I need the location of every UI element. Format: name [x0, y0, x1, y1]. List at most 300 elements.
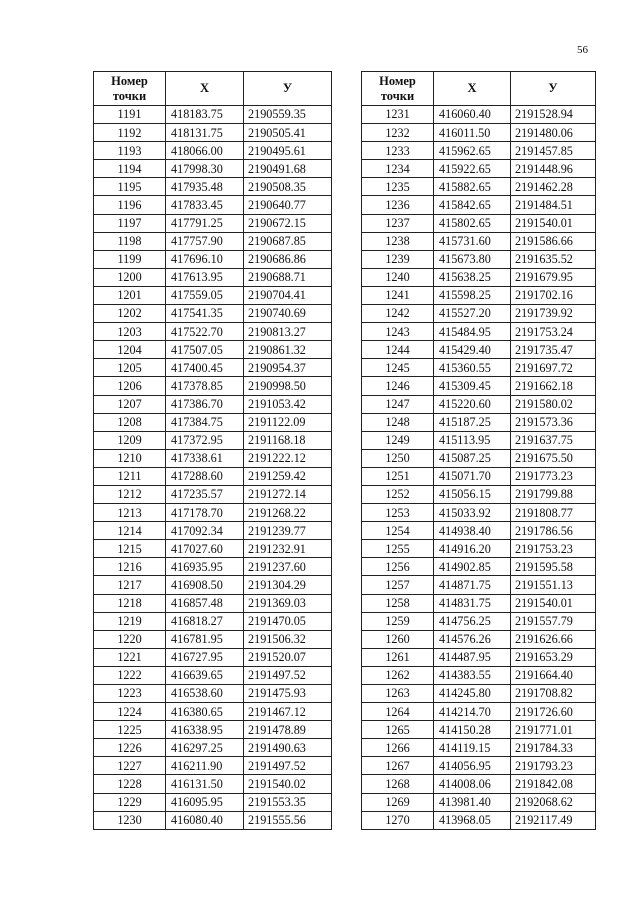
table-row	[362, 268, 596, 286]
point-number-cell: 1262	[362, 666, 434, 684]
point-number-cell: 1232	[362, 124, 434, 142]
y-coordinate-cell: 2191662.18	[511, 377, 596, 395]
x-coordinate-cell: 414756.25	[434, 612, 511, 630]
x-coordinate-cell: 417235.57	[166, 485, 244, 503]
x-coordinate-cell: 415842.65	[434, 196, 511, 214]
table-row	[94, 612, 332, 630]
y-coordinate-cell: 2191484.51	[511, 196, 596, 214]
x-coordinate-cell: 416095.95	[166, 793, 244, 811]
table-row	[362, 522, 596, 540]
x-coordinate-cell: 417288.60	[166, 467, 244, 485]
x-coordinate-cell: 415429.40	[434, 341, 511, 359]
table-row	[362, 648, 596, 666]
table-row	[94, 413, 332, 431]
x-coordinate-cell: 417559.05	[166, 286, 244, 304]
x-coordinate-cell: 416935.95	[166, 558, 244, 576]
point-number-cell: 1191	[94, 106, 166, 124]
y-coordinate-cell: 2190998.50	[244, 377, 332, 395]
table-row	[362, 739, 596, 757]
table-row	[362, 467, 596, 485]
table-row	[94, 196, 332, 214]
table-header-row	[362, 72, 596, 106]
y-coordinate-cell: 2191457.85	[511, 142, 596, 160]
x-coordinate-cell: 416908.50	[166, 576, 244, 594]
x-coordinate-cell: 417384.75	[166, 413, 244, 431]
y-coordinate-cell: 2191557.79	[511, 612, 596, 630]
point-number-cell: 1224	[94, 703, 166, 721]
point-number-cell: 1245	[362, 359, 434, 377]
y-coordinate-cell: 2191053.42	[244, 395, 332, 413]
y-coordinate-cell: 2190740.69	[244, 305, 332, 323]
point-number-cell: 1270	[362, 811, 434, 829]
table-row	[94, 178, 332, 196]
point-number-cell: 1265	[362, 721, 434, 739]
x-coordinate-cell: 417613.95	[166, 268, 244, 286]
point-number-cell: 1247	[362, 395, 434, 413]
y-coordinate-cell: 2191808.77	[511, 504, 596, 522]
x-coordinate-cell: 416338.95	[166, 721, 244, 739]
point-number-cell: 1218	[94, 594, 166, 612]
point-number-cell: 1213	[94, 504, 166, 522]
y-coordinate-cell: 2191497.52	[244, 666, 332, 684]
table-row	[362, 196, 596, 214]
point-number-cell: 1255	[362, 540, 434, 558]
x-coordinate-cell: 415360.55	[434, 359, 511, 377]
y-coordinate-cell: 2190672.15	[244, 214, 332, 232]
table-row	[94, 431, 332, 449]
y-coordinate-cell: 2191771.01	[511, 721, 596, 739]
y-coordinate-cell: 2191272.14	[244, 485, 332, 503]
point-number-cell: 1230	[94, 811, 166, 829]
y-coordinate-cell: 2191490.63	[244, 739, 332, 757]
point-number-cell: 1243	[362, 323, 434, 341]
point-number-cell: 1219	[94, 612, 166, 630]
table-row	[362, 160, 596, 178]
y-coordinate-cell: 2191239.77	[244, 522, 332, 540]
point-number-cell: 1204	[94, 341, 166, 359]
y-coordinate-cell: 2190495.61	[244, 142, 332, 160]
x-coordinate-cell: 414383.55	[434, 666, 511, 684]
point-number-cell: 1239	[362, 250, 434, 268]
x-coordinate-cell: 417541.35	[166, 305, 244, 323]
y-coordinate-cell: 2190688.71	[244, 268, 332, 286]
y-coordinate-cell: 2191753.23	[511, 540, 596, 558]
x-coordinate-cell: 417027.60	[166, 540, 244, 558]
y-coordinate-cell: 2190505.41	[244, 124, 332, 142]
x-coordinate-cell: 415071.70	[434, 467, 511, 485]
table-row	[94, 648, 332, 666]
table-row	[362, 775, 596, 793]
table-row	[362, 413, 596, 431]
table-row	[94, 504, 332, 522]
point-number-cell: 1217	[94, 576, 166, 594]
y-coordinate-cell: 2191702.16	[511, 286, 596, 304]
x-coordinate-cell: 415882.65	[434, 178, 511, 196]
x-coordinate-cell: 416211.90	[166, 757, 244, 775]
x-coordinate-cell: 414487.95	[434, 648, 511, 666]
point-number-cell: 1234	[362, 160, 434, 178]
y-coordinate-cell: 2190508.35	[244, 178, 332, 196]
table-row	[94, 685, 332, 703]
y-coordinate-cell: 2191232.91	[244, 540, 332, 558]
x-coordinate-cell: 418183.75	[166, 106, 244, 124]
table-row	[94, 757, 332, 775]
point-number-cell: 1209	[94, 431, 166, 449]
point-number-cell: 1207	[94, 395, 166, 413]
table-row	[362, 757, 596, 775]
y-coordinate-cell: 2191697.72	[511, 359, 596, 377]
table-row	[94, 811, 332, 829]
table-row	[94, 449, 332, 467]
y-coordinate-cell: 2191580.02	[511, 395, 596, 413]
table-row	[94, 142, 332, 160]
y-coordinate-cell: 2190954.37	[244, 359, 332, 377]
coordinates-table-left	[93, 71, 332, 830]
point-number-cell: 1267	[362, 757, 434, 775]
y-coordinate-cell: 2190559.35	[244, 106, 332, 124]
header-point-number: Номер точки	[94, 72, 166, 106]
x-coordinate-cell: 415484.95	[434, 323, 511, 341]
y-coordinate-cell: 2191528.94	[511, 106, 596, 124]
point-number-cell: 1252	[362, 485, 434, 503]
table-row	[362, 250, 596, 268]
x-coordinate-cell: 416639.65	[166, 666, 244, 684]
y-coordinate-cell: 2190640.77	[244, 196, 332, 214]
coordinates-table-right	[361, 71, 596, 830]
y-coordinate-cell: 2191726.60	[511, 703, 596, 721]
x-coordinate-cell: 417833.45	[166, 196, 244, 214]
y-coordinate-cell: 2191773.23	[511, 467, 596, 485]
point-number-cell: 1253	[362, 504, 434, 522]
table-row	[94, 305, 332, 323]
table-row	[94, 522, 332, 540]
point-number-cell: 1211	[94, 467, 166, 485]
point-number-cell: 1196	[94, 196, 166, 214]
point-number-cell: 1266	[362, 739, 434, 757]
page-number: 56	[577, 44, 588, 56]
point-number-cell: 1263	[362, 685, 434, 703]
table-row	[94, 395, 332, 413]
x-coordinate-cell: 414576.26	[434, 630, 511, 648]
y-coordinate-cell: 2191480.06	[511, 124, 596, 142]
point-number-cell: 1227	[94, 757, 166, 775]
y-coordinate-cell: 2192117.49	[511, 811, 596, 829]
point-number-cell: 1195	[94, 178, 166, 196]
y-coordinate-cell: 2191540.01	[511, 214, 596, 232]
y-coordinate-cell: 2191842.08	[511, 775, 596, 793]
point-number-cell: 1221	[94, 648, 166, 666]
header-x: X	[434, 72, 511, 106]
y-coordinate-cell: 2191448.96	[511, 160, 596, 178]
x-coordinate-cell: 417372.95	[166, 431, 244, 449]
x-coordinate-cell: 416781.95	[166, 630, 244, 648]
point-number-cell: 1202	[94, 305, 166, 323]
table-row	[362, 504, 596, 522]
x-coordinate-cell: 416011.50	[434, 124, 511, 142]
table-row	[362, 612, 596, 630]
table-row	[94, 703, 332, 721]
x-coordinate-cell: 414902.85	[434, 558, 511, 576]
point-number-cell: 1251	[362, 467, 434, 485]
y-coordinate-cell: 2191506.32	[244, 630, 332, 648]
table-row	[362, 703, 596, 721]
y-coordinate-cell: 2191304.29	[244, 576, 332, 594]
y-coordinate-cell: 2191467.12	[244, 703, 332, 721]
table-row	[362, 323, 596, 341]
table-row	[94, 124, 332, 142]
table-row	[94, 341, 332, 359]
point-number-cell: 1259	[362, 612, 434, 630]
x-coordinate-cell: 417378.85	[166, 377, 244, 395]
point-number-cell: 1260	[362, 630, 434, 648]
x-coordinate-cell: 417522.70	[166, 323, 244, 341]
table-row	[94, 214, 332, 232]
point-number-cell: 1214	[94, 522, 166, 540]
y-coordinate-cell: 2190687.85	[244, 232, 332, 250]
table-row	[362, 178, 596, 196]
point-number-cell: 1254	[362, 522, 434, 540]
y-coordinate-cell: 2191222.12	[244, 449, 332, 467]
y-coordinate-cell: 2191259.42	[244, 467, 332, 485]
table-row	[362, 685, 596, 703]
point-number-cell: 1246	[362, 377, 434, 395]
table-row	[94, 377, 332, 395]
y-coordinate-cell: 2191626.66	[511, 630, 596, 648]
table-row	[362, 666, 596, 684]
table-row	[362, 540, 596, 558]
y-coordinate-cell: 2191595.58	[511, 558, 596, 576]
point-number-cell: 1199	[94, 250, 166, 268]
x-coordinate-cell: 417791.25	[166, 214, 244, 232]
table-row	[94, 106, 332, 124]
table-header-row	[94, 72, 332, 106]
x-coordinate-cell: 417400.45	[166, 359, 244, 377]
table-row	[94, 250, 332, 268]
table-row	[362, 449, 596, 467]
x-coordinate-cell: 414008.06	[434, 775, 511, 793]
y-coordinate-cell: 2191679.95	[511, 268, 596, 286]
x-coordinate-cell: 413981.40	[434, 793, 511, 811]
table-row	[94, 540, 332, 558]
point-number-cell: 1197	[94, 214, 166, 232]
x-coordinate-cell: 415922.65	[434, 160, 511, 178]
y-coordinate-cell: 2191753.24	[511, 323, 596, 341]
table-row	[94, 232, 332, 250]
y-coordinate-cell: 2191793.23	[511, 757, 596, 775]
point-number-cell: 1205	[94, 359, 166, 377]
point-number-cell: 1244	[362, 341, 434, 359]
table-row	[362, 232, 596, 250]
y-coordinate-cell: 2191369.03	[244, 594, 332, 612]
point-number-cell: 1208	[94, 413, 166, 431]
x-coordinate-cell: 417507.05	[166, 341, 244, 359]
table-row	[94, 558, 332, 576]
point-number-cell: 1192	[94, 124, 166, 142]
table-row	[94, 467, 332, 485]
point-number-cell: 1198	[94, 232, 166, 250]
y-coordinate-cell: 2191784.33	[511, 739, 596, 757]
y-coordinate-cell: 2191786.56	[511, 522, 596, 540]
table-row	[362, 793, 596, 811]
x-coordinate-cell: 416060.40	[434, 106, 511, 124]
point-number-cell: 1269	[362, 793, 434, 811]
x-coordinate-cell: 413968.05	[434, 811, 511, 829]
table-row	[362, 286, 596, 304]
table-row	[362, 305, 596, 323]
point-number-cell: 1203	[94, 323, 166, 341]
point-number-cell: 1248	[362, 413, 434, 431]
table-row	[94, 286, 332, 304]
point-number-cell: 1201	[94, 286, 166, 304]
y-coordinate-cell: 2191637.75	[511, 431, 596, 449]
table-row	[94, 485, 332, 503]
point-number-cell: 1220	[94, 630, 166, 648]
table-row	[362, 630, 596, 648]
table-row	[94, 775, 332, 793]
point-number-cell: 1233	[362, 142, 434, 160]
x-coordinate-cell: 418066.00	[166, 142, 244, 160]
table-row	[362, 359, 596, 377]
table-row	[362, 395, 596, 413]
point-number-cell: 1229	[94, 793, 166, 811]
x-coordinate-cell: 415962.65	[434, 142, 511, 160]
header-y: У	[244, 72, 332, 106]
table-row	[94, 721, 332, 739]
y-coordinate-cell: 2191470.05	[244, 612, 332, 630]
table-row	[362, 341, 596, 359]
table-row	[94, 359, 332, 377]
x-coordinate-cell: 414150.28	[434, 721, 511, 739]
y-coordinate-cell: 2191168.18	[244, 431, 332, 449]
point-number-cell: 1236	[362, 196, 434, 214]
table-row	[94, 630, 332, 648]
table-row	[362, 558, 596, 576]
x-coordinate-cell: 417757.90	[166, 232, 244, 250]
y-coordinate-cell: 2191664.40	[511, 666, 596, 684]
y-coordinate-cell: 2191551.13	[511, 576, 596, 594]
table-row	[94, 576, 332, 594]
x-coordinate-cell: 416080.40	[166, 811, 244, 829]
point-number-cell: 1240	[362, 268, 434, 286]
x-coordinate-cell: 415309.45	[434, 377, 511, 395]
point-number-cell: 1231	[362, 106, 434, 124]
point-number-cell: 1235	[362, 178, 434, 196]
y-coordinate-cell: 2191739.92	[511, 305, 596, 323]
table-row	[94, 666, 332, 684]
point-number-cell: 1256	[362, 558, 434, 576]
point-number-cell: 1249	[362, 431, 434, 449]
table-row	[362, 811, 596, 829]
x-coordinate-cell: 415113.95	[434, 431, 511, 449]
header-y: У	[511, 72, 596, 106]
x-coordinate-cell: 415527.20	[434, 305, 511, 323]
point-number-cell: 1257	[362, 576, 434, 594]
x-coordinate-cell: 415056.15	[434, 485, 511, 503]
y-coordinate-cell: 2191553.35	[244, 793, 332, 811]
header-x: X	[166, 72, 244, 106]
table-row	[362, 431, 596, 449]
y-coordinate-cell: 2191462.28	[511, 178, 596, 196]
y-coordinate-cell: 2190491.68	[244, 160, 332, 178]
point-number-cell: 1206	[94, 377, 166, 395]
point-number-cell: 1261	[362, 648, 434, 666]
y-coordinate-cell: 2190861.32	[244, 341, 332, 359]
table-row	[362, 721, 596, 739]
table-row	[362, 142, 596, 160]
table-row	[94, 739, 332, 757]
x-coordinate-cell: 417092.34	[166, 522, 244, 540]
x-coordinate-cell: 416727.95	[166, 648, 244, 666]
y-coordinate-cell: 2191475.93	[244, 685, 332, 703]
x-coordinate-cell: 414056.95	[434, 757, 511, 775]
point-number-cell: 1264	[362, 703, 434, 721]
table-row	[362, 124, 596, 142]
point-number-cell: 1222	[94, 666, 166, 684]
x-coordinate-cell: 415598.25	[434, 286, 511, 304]
point-number-cell: 1250	[362, 449, 434, 467]
x-coordinate-cell: 414831.75	[434, 594, 511, 612]
y-coordinate-cell: 2190686.86	[244, 250, 332, 268]
x-coordinate-cell: 415802.65	[434, 214, 511, 232]
table-row	[94, 160, 332, 178]
point-number-cell: 1215	[94, 540, 166, 558]
x-coordinate-cell: 417935.48	[166, 178, 244, 196]
y-coordinate-cell: 2191540.01	[511, 594, 596, 612]
y-coordinate-cell: 2191653.29	[511, 648, 596, 666]
y-coordinate-cell: 2192068.62	[511, 793, 596, 811]
y-coordinate-cell: 2191268.22	[244, 504, 332, 522]
point-number-cell: 1210	[94, 449, 166, 467]
point-number-cell: 1237	[362, 214, 434, 232]
x-coordinate-cell: 416380.65	[166, 703, 244, 721]
table-row	[362, 485, 596, 503]
x-coordinate-cell: 415087.25	[434, 449, 511, 467]
x-coordinate-cell: 417178.70	[166, 504, 244, 522]
y-coordinate-cell: 2191799.88	[511, 485, 596, 503]
point-number-cell: 1238	[362, 232, 434, 250]
point-number-cell: 1216	[94, 558, 166, 576]
point-number-cell: 1193	[94, 142, 166, 160]
table-row	[94, 594, 332, 612]
x-coordinate-cell: 417338.61	[166, 449, 244, 467]
x-coordinate-cell: 416538.60	[166, 685, 244, 703]
x-coordinate-cell: 418131.75	[166, 124, 244, 142]
x-coordinate-cell: 417696.10	[166, 250, 244, 268]
point-number-cell: 1194	[94, 160, 166, 178]
y-coordinate-cell: 2191708.82	[511, 685, 596, 703]
table-row	[362, 576, 596, 594]
point-number-cell: 1228	[94, 775, 166, 793]
table-row	[94, 323, 332, 341]
y-coordinate-cell: 2191573.36	[511, 413, 596, 431]
x-coordinate-cell: 416297.25	[166, 739, 244, 757]
x-coordinate-cell: 414916.20	[434, 540, 511, 558]
x-coordinate-cell: 415187.25	[434, 413, 511, 431]
table-row	[362, 377, 596, 395]
y-coordinate-cell: 2191122.09	[244, 413, 332, 431]
x-coordinate-cell: 416818.27	[166, 612, 244, 630]
y-coordinate-cell: 2191520.07	[244, 648, 332, 666]
y-coordinate-cell: 2190704.41	[244, 286, 332, 304]
x-coordinate-cell: 414119.15	[434, 739, 511, 757]
x-coordinate-cell: 415220.60	[434, 395, 511, 413]
point-number-cell: 1225	[94, 721, 166, 739]
point-number-cell: 1212	[94, 485, 166, 503]
x-coordinate-cell: 416857.48	[166, 594, 244, 612]
x-coordinate-cell: 414871.75	[434, 576, 511, 594]
y-coordinate-cell: 2191555.56	[244, 811, 332, 829]
y-coordinate-cell: 2191735.47	[511, 341, 596, 359]
